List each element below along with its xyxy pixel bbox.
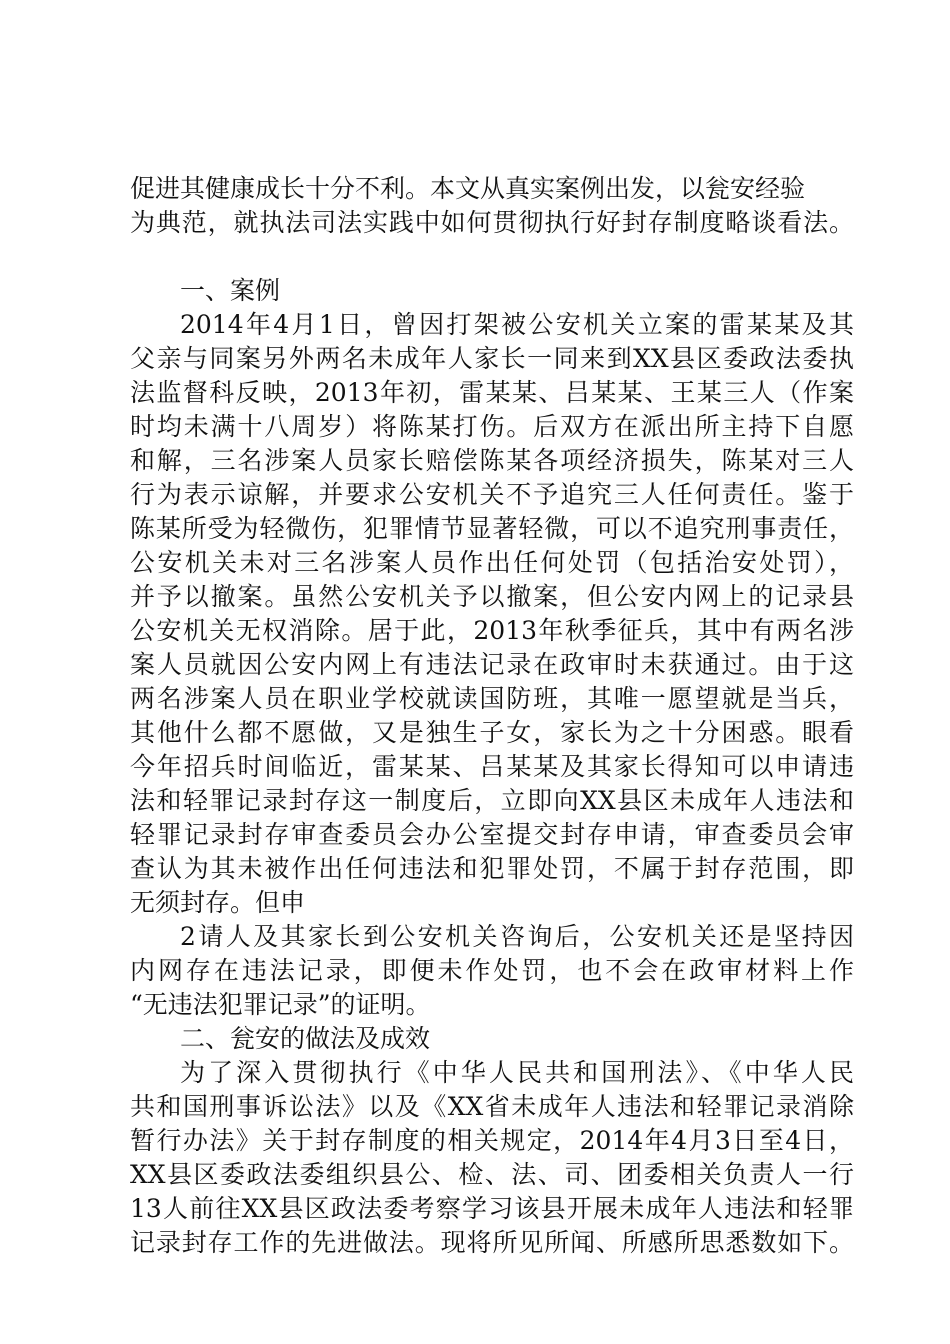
text-line: 法和轻罪记录封存这一制度后，立即向XX县区未成年人违法和 xyxy=(130,786,854,815)
text-line: 案人员就因公安内网上有违法记录在政审时未获通过。由于这 xyxy=(130,650,854,679)
text-line: 并予以撤案。虽然公安机关予以撤案，但公安内网上的记录县 xyxy=(130,582,854,611)
text-line: 促进其健康成长十分不利。本文从真实案例出发，以瓮安经验 xyxy=(130,174,806,203)
text-line: 无须封存。但申 xyxy=(130,888,306,917)
text-line: 陈某所受为轻微伤，犯罪情节显著轻微，可以不追究刑事责任， xyxy=(130,514,854,543)
section-heading: 一、案例 xyxy=(180,276,281,305)
text-line: 和解，三名涉案人员家长赔偿陈某各项经济损失，陈某对三人 xyxy=(130,446,854,475)
text-line: 两名涉案人员在职业学校就读国防班，其唯一愿望就是当兵， xyxy=(130,684,854,713)
text-line: 2请人及其家长到公安机关咨询后，公安机关还是坚持因 xyxy=(180,922,854,951)
text-line: 内网存在违法记录，即便未作处罚，也不会在政审材料上作 xyxy=(130,956,854,985)
text-line: 公安机关无权消除。居于此，2013年秋季征兵，其中有两名涉 xyxy=(130,616,854,645)
text-line: 查认为其未被作出任何违法和犯罪处罚，不属于封存范围，即 xyxy=(130,854,854,883)
text-line: 为了深入贯彻执行《中华人民共和国刑法》、《中华人民 xyxy=(180,1058,854,1087)
text-line: 轻罪记录封存审查委员会办公室提交封存申请，审查委员会审 xyxy=(130,820,854,849)
text-line: “无违法犯罪记录”的证明。 xyxy=(130,990,431,1019)
text-line: 13人前往XX县区政法委考察学习该县开展未成年人违法和轻罪 xyxy=(130,1194,854,1223)
text-line: 时均未满十八周岁）将陈某打伤。后双方在派出所主持下自愿 xyxy=(130,412,854,441)
text-line: 共和国刑事诉讼法》以及《XX省未成年人违法和轻罪记录消除 xyxy=(130,1092,854,1121)
text-line: 记录封存工作的先进做法。现将所见所闻、所感所思悉数如下。 xyxy=(130,1228,854,1257)
text-line: 2014年4月1日，曾因打架被公安机关立案的雷某某及其 xyxy=(180,310,854,339)
text-line: 法监督科反映，2013年初，雷某某、吕某某、王某三人（作案 xyxy=(130,378,854,407)
text-line: 其他什么都不愿做，又是独生子女，家长为之十分困惑。眼看 xyxy=(130,718,854,747)
text-line: 行为表示谅解，并要求公安机关不予追究三人任何责任。鉴于 xyxy=(130,480,854,509)
text-line: 今年招兵时间临近，雷某某、吕某某及其家长得知可以申请违 xyxy=(130,752,854,781)
text-line: XX县区委政法委组织县公、检、法、司、团委相关负责人一行 xyxy=(130,1160,854,1189)
text-line: 暂行办法》关于封存制度的相关规定，2014年4月3日至4日， xyxy=(130,1126,854,1155)
document-page xyxy=(130,172,854,1260)
section-heading: 二、瓮安的做法及成效 xyxy=(180,1024,431,1053)
text-line: 公安机关未对三名涉案人员作出任何处罚（包括治安处罚）， xyxy=(130,548,854,577)
text-line: 为典范，就执法司法实践中如何贯彻执行好封存制度略谈看法。 xyxy=(130,208,854,237)
text-line: 父亲与同案另外两名未成年人家长一同来到XX县区委政法委执 xyxy=(130,344,854,373)
blank-line xyxy=(130,240,854,274)
